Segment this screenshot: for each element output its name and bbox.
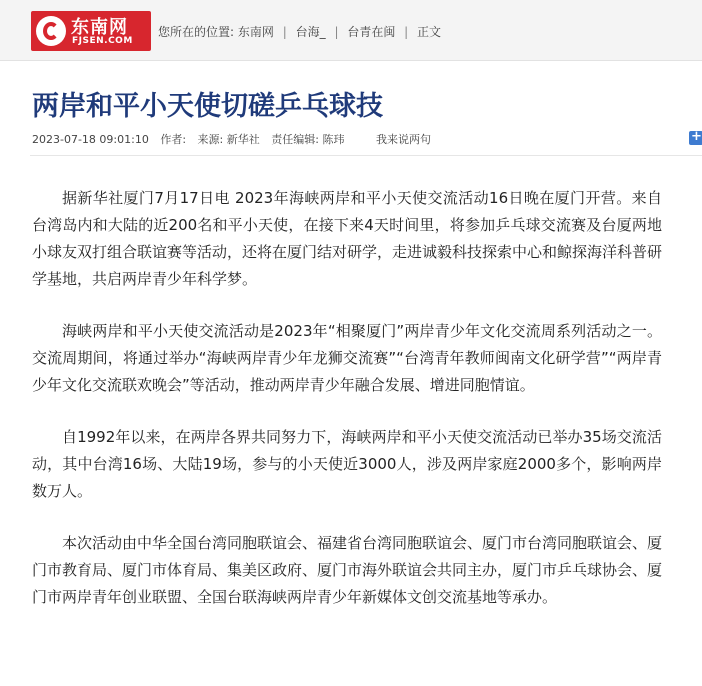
breadcrumb-current: 正文	[417, 25, 442, 39]
site-logo[interactable]	[31, 11, 151, 51]
article-body	[32, 185, 662, 636]
logo-text-cn: 东南网	[71, 17, 128, 38]
breadcrumb	[158, 23, 441, 40]
article-datetime: 2023-07-18 09:01:10	[32, 133, 149, 146]
paragraph-2: 海峡两岸和平小天使交流活动是2023年“相聚厦门”两岸青少年文化交流周系列活动之一。交流周期间，将通过举办“海峡两岸青少年龙狮交流赛”“台湾青年教师闽南文化研学营”“两岸青少年文化交流联欢晚会”等活动，推动两岸青少年融合发展、增进同胞情谊。	[32, 322, 662, 394]
breadcrumb-separator: |	[404, 25, 409, 39]
author-label: 作者:	[160, 133, 187, 146]
article-title: 两岸和平小天使切磋乒乓球技	[32, 91, 383, 122]
breadcrumb-link-taihai[interactable]: 台海_	[295, 25, 326, 39]
logo-text-en: FJSEN.COM	[72, 36, 133, 46]
logo-mark-icon	[36, 16, 66, 46]
source-value: 新华社	[226, 133, 260, 146]
paragraph-4: 本次活动由中华全国台湾同胞联谊会、福建省台湾同胞联谊会、厦门市台湾同胞联谊会、厦门市教育局、厦门市体育局、集美区政府、厦门市海外联谊会共同主办，厦门市乒乓球协会、厦门市两岸青年创业联盟、全国台联海峡两岸青少年新媒体文创交流基地等承办。	[32, 534, 663, 606]
editor-label: 责任编辑:	[271, 133, 319, 146]
source-label: 来源:	[197, 133, 224, 146]
paragraph-1: 据新华社厦门7月17日电 2023年海峡两岸和平小天使交流活动16日晚在厦门开营。来自台湾岛内和大陆的近200名和平小天使，在接下来4天时间里，将参加乒乓球交流赛及台厦两地小球友双打组合联谊赛等活动，还将在厦门结对研学，走进诚毅科技探索中心和鲸探海洋科普研学基地，共启两岸青少年科学梦。	[32, 189, 663, 288]
editor-value: 陈玮	[322, 133, 345, 146]
header-divider	[30, 155, 702, 156]
breadcrumb-prefix: 您所在的位置:	[158, 25, 235, 39]
paragraph-3: 自1992年以来，在两岸各界共同努力下，海峡两岸和平小天使交流活动已举办35场交流活动，其中台湾16场、大陆19场，参与的小天使近3000人，涉及两岸家庭2000多个，影响两岸数万人。	[32, 428, 662, 500]
breadcrumb-separator: |	[334, 25, 339, 39]
breadcrumb-link-home[interactable]: 东南网	[237, 25, 274, 39]
breadcrumb-separator: |	[282, 25, 287, 39]
breadcrumb-link-taiqing[interactable]: 台青在闽	[347, 25, 396, 39]
comment-link[interactable]: 我来说两句	[375, 133, 431, 146]
share-plus-icon[interactable]	[689, 131, 702, 145]
article-meta	[32, 131, 431, 147]
site-header	[0, 0, 702, 61]
